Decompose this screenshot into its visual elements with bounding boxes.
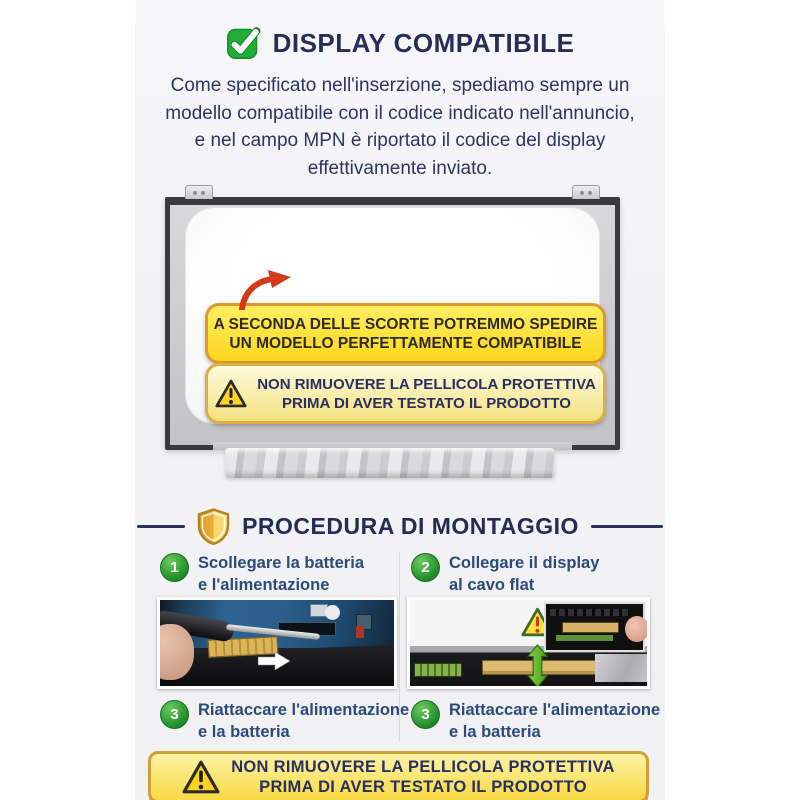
film-warning-banner: [205, 363, 606, 424]
footer-warning-banner: [148, 751, 649, 800]
round-sticker: [325, 605, 340, 620]
header: [135, 26, 665, 60]
intro-line: modello compatibile con il codice indicato nell'annuncio,: [165, 102, 635, 124]
connector-detail-inset: [544, 602, 645, 652]
panel-foil-strip: [225, 448, 555, 478]
green-pcb-connector: [414, 663, 462, 677]
step-3-left-label: Riattaccare l'alimentazione e la batteria: [198, 701, 410, 741]
step-2-label: Collegare il display al cavo flat: [449, 554, 600, 594]
film-banner-text: NON RIMUOVERE LA PELLICOLA PROTETTIVA PRIMA DI AVER TESTATO IL PRODOTTO: [257, 375, 596, 412]
fingertip: [625, 616, 649, 642]
connector-bar: [550, 609, 629, 616]
pcb-bar: [556, 635, 613, 641]
step-photo-disconnect-battery: [157, 597, 397, 689]
step-3-right-badge: 3: [411, 700, 440, 729]
step-1: [160, 552, 364, 596]
shield-icon: [197, 508, 230, 545]
warning-triangle-icon: [215, 379, 247, 408]
intro-paragraph: [135, 72, 665, 182]
divider-line-right: [591, 525, 663, 528]
intro-line: effettivamente inviato.: [307, 157, 493, 179]
foil-tape: [595, 654, 647, 682]
intro-line: Come specificato nell'inserzione, spediamo sempre un: [170, 75, 630, 96]
step-2: [411, 552, 599, 596]
mounting-bracket-right: [572, 185, 600, 199]
footer-banner-text: NON RIMUOVERE LA PELLICOLA PROTETTIVA PRIMA DI AVER TESTATO IL PRODOTTO: [231, 758, 615, 796]
warning-triangle-icon: [182, 760, 220, 794]
cable-bar: [562, 622, 619, 633]
page-title: DISPLAY COMPATIBILE: [272, 27, 575, 58]
step-photo-connect-flat-cable: [407, 597, 650, 689]
green-updown-arrow-icon: [526, 644, 549, 688]
step-1-badge: 1: [160, 553, 189, 582]
divider-line-left: [137, 525, 185, 528]
assembly-section-header: [135, 508, 665, 545]
mounting-bracket-left: [185, 185, 213, 199]
red-curved-arrow-icon: [235, 270, 295, 310]
step-3-right-label: Riattaccare l'alimentazione e la batteria: [449, 701, 661, 741]
white-right-arrow-icon: [258, 652, 290, 670]
intro-line: e nel campo MPN è riportato il codice del display: [194, 130, 606, 151]
step-3-left-badge: 3: [160, 700, 189, 729]
red-component: [356, 626, 364, 638]
step-1-label: Scollegare la batteria e l'alimentazione: [198, 554, 364, 594]
step-3-left: [160, 699, 409, 743]
assembly-title: PROCEDURA DI MONTAGGIO: [242, 513, 579, 539]
check-icon: [226, 26, 260, 60]
stock-warning-banner: [205, 303, 606, 364]
step-2-badge: 2: [411, 553, 440, 582]
step-3-right: [411, 699, 660, 743]
stock-banner-text: A SECONDA DELLE SCORTE POTREMMO SPEDIRE UN MODELLO PERFETTAMENTE COMPATIBILE: [213, 315, 598, 352]
content-column: [135, 0, 665, 800]
